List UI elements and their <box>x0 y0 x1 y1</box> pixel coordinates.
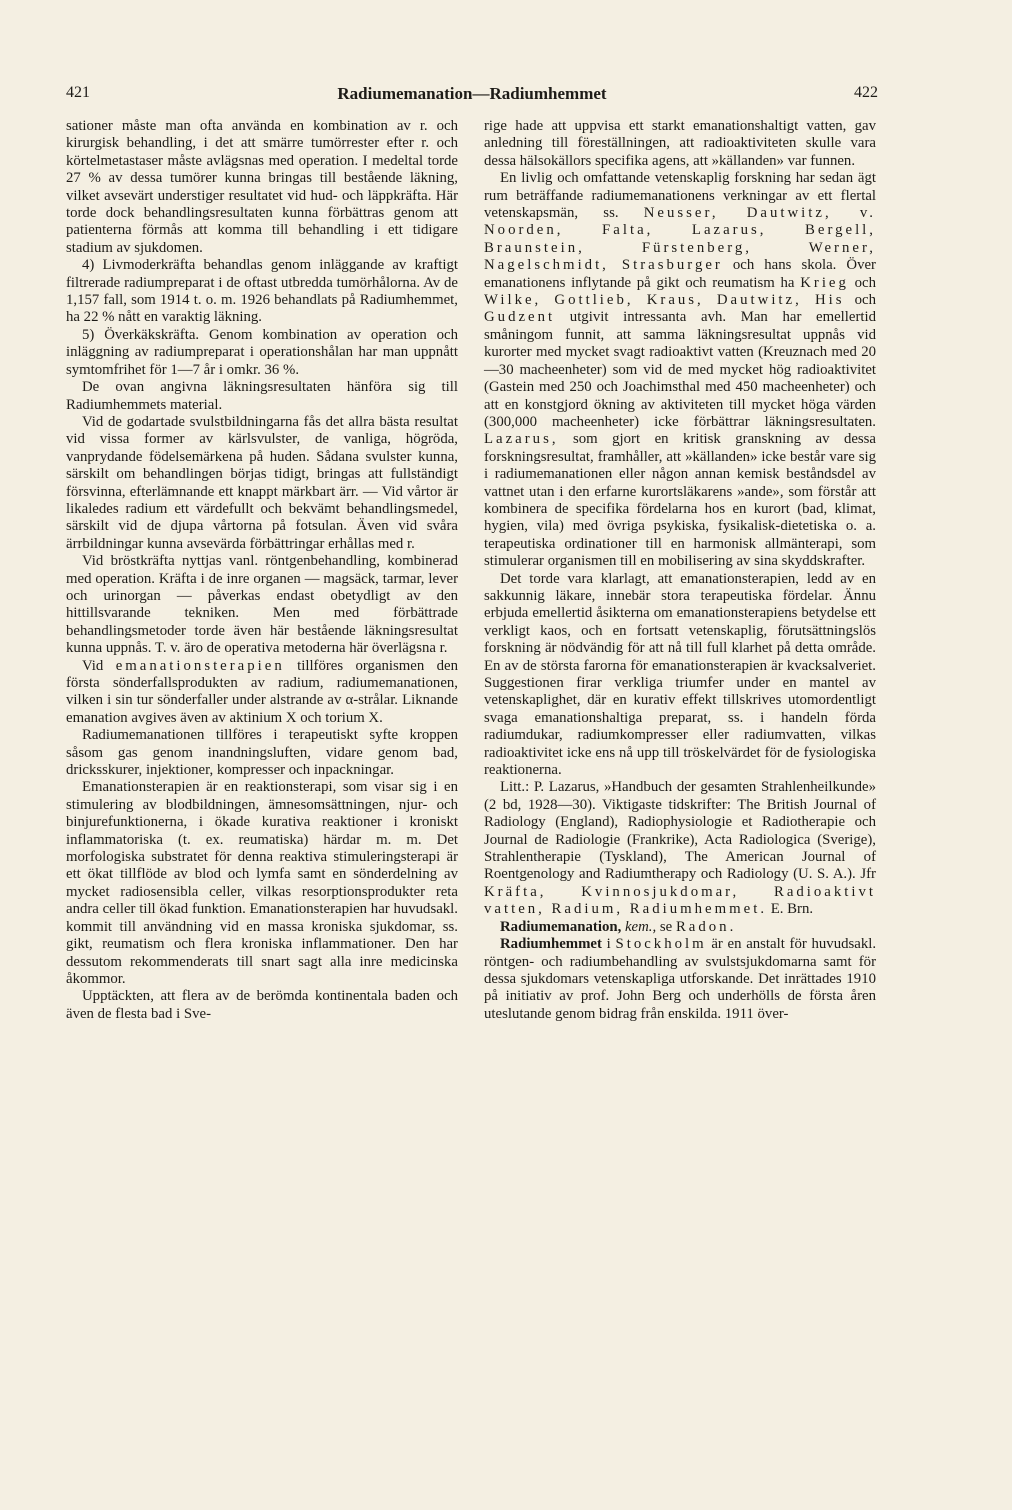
paragraph: 5) Överkäkskräfta. Genom kombination av operation och inläggning av radiumpreparat i operationshålan har man uppnått symtomfrihet för 1—7 år i omkr. 36 %. <box>66 326 458 378</box>
text-run: En livlig och omfattande vetenskaplig forskning har sedan ägt rum beträffande radiumemanationens verkningar av ett flertal vetenskapsmän, ss. <box>484 170 876 222</box>
paragraph: Upptäckten, att flera av de berömda kontinentala baden och även de flesta bad i Sve- <box>66 988 458 1022</box>
spaced-names: Lazarus, <box>484 431 559 448</box>
paragraph: Det torde vara klarlagt, att emanationsterapien, ledd av en sakkunnig läkare, innebär stora terapeutiska fördelar. Ännu erbjuda emellertid åsikterna om emanationsterapiens betydelse ett verkligt kaos, och en fortsatt vetenskaplig, förutsättningslös forskning är nödvändig för att nå till full klarhet på detta område. En av de största farorna för emanationsterapien är kvacksalveriet. Suggestionen firar verkliga triumfer under en mantel av vetenskaplighet, där en kurativ effekt tillskrives utomordentligt svaga emanationshaltiga preparat, ss. i handeln förda radiumdukar, radiumkompresser eller radiumvatten, vilkas radioaktivitet icke ens nå upp till tröskelvärdet för de fysiologiska reaktionerna. <box>484 570 876 779</box>
spaced-names: Wilke, Gottlieb, Kraus, Dautwitz, His <box>484 292 845 309</box>
paragraph: rige hade att uppvisa ett starkt emanationshaltigt vatten, gav anledning till föreställningen, att radioaktiviteten skulle vara dessa hälsokällors specifika agens, att »källanden» var funnen. <box>484 118 876 169</box>
text-run: Vid <box>82 657 104 674</box>
spaced-names: Krieg <box>800 274 849 291</box>
cross-references: Kräfta, Kvinnosjukdomar, Radioaktivt vatten, Radium, Radiumhemmet. <box>484 883 876 918</box>
spaced-place: Stockholm <box>615 936 707 953</box>
right-column <box>484 118 876 1023</box>
text-run: som gjort en kritisk granskning av dessa forskningsresultat, framhåller, att »källanden» icke består vare sig i radiumemanationen eller någon annan kemisk beståndsdel av vattnet utan i den erfarne kurortsläkarens »ande», som förstår att kombinera de specifika fördelarna hos en kurort (bad, klimat, hygien, vila) med övriga psykiska, fysikalisk-dietetiska o. a. terapeutiska ordinationer till en harmonisk allmänterapi, som stimulerar organismen till en mobilisering av sina skyddskrafter. <box>484 431 876 570</box>
text-run: och <box>854 292 877 309</box>
paragraph: Emanationsterapien är en reaktionsterapi, som visar sig i en stimulering av blodbildningen, ämnesomsättningen, njur- och binjurefunktionerna, i ökade kurativa reaktioner i kroniskt inflammatoriska (t. ex. reumatiska) härdar m. m. Det morfologiska substratet för denna reaktiva stimuleringsterapi är ett ökat tillflöde av blod och lymfa samt en sönderdelning av mycket radiosensibla celler, vilkas resorptionsprodukter reta andra celler till ökad funktion. Emanationsterapien har huvudsakl. kommit till användning vid en massa kroniska sjukdomar, ss. gikt, reumatism och flera kroniska inflammationer. Den har dessutom rekommenderats till snart sagt alla inre medicinska åkommor. <box>66 779 458 987</box>
page-header <box>66 84 878 108</box>
spaced-term: emanationsterapien <box>115 657 285 674</box>
text-run: är en anstalt för huvudsakl. röntgen- och radiumbehandling av svulstsjukdomarna samt för dessa sjukdomars vetenskapliga utforskande. Det inrättades 1910 på initiativ av prof. John Berg och underhölls de första åren uteslutande genom bidrag från enskilda. 1911 över- <box>484 936 877 1022</box>
page-number-left: 421 <box>66 84 90 101</box>
entry-radiumhemmet <box>484 936 876 1023</box>
paragraph: sationer måste man ofta använda en kombination av r. och kirurgisk behandling, i det att smärre tumörrester efter r. och körtelmetastaser måste avlägsnas med operation. I medeltal torde 27 % av dessa tumörer kunna bringas till bestående läkning, vilket avsevärt understiger resultatet vid hud- och läppkräfta. Här torde dock behandlingsresultaten kunna förbättras genom att patienterna förmås att komma till behandling i ett tidigare stadium av sjukdomen. <box>66 118 458 256</box>
paragraph: Radiumemanationen tillföres i terapeutiskt syfte kroppen såsom gas genom inandningsluften, vidare genom bad, dricksskurer, injektioner, kompresser och inpackningar. <box>66 727 458 779</box>
cross-reference: Radon. <box>675 918 737 935</box>
text-run: se <box>659 918 673 935</box>
paragraph <box>66 658 458 728</box>
entry-headword: Radiumhemmet <box>500 936 602 953</box>
text-run: Litt.: P. Lazarus, »Handbuch der gesamten Strahlenheilkunde» (2 bd, 1928—30). Viktigaste tidskrifter: The British Journal of Radiology (England), Radiophysiologie et Radiotherapie och Journal de Radiologie (Frankrike), Acta Radiologica (Sverige), Strahlentherapie (Tyskland), The American Journal of Roentgenology and Radiumtherapy och Radiology (U. S. A.). Jfr <box>484 779 876 883</box>
left-column <box>66 118 458 1023</box>
paragraph: De ovan angivna läkningsresultaten hänföra sig till Radiumhemmets material. <box>66 379 458 413</box>
text-run: i <box>606 936 611 953</box>
running-title: Radiumemanation—Radiumhemmet <box>337 84 607 103</box>
page-number-right: 422 <box>854 84 878 101</box>
paragraph <box>484 170 876 570</box>
text-run: utgivit intressanta avh. Man har emellertid småningom funnit, att samma läkningsresultat uppnås vid kurorter med mycket svagt radioaktivt vatten (Kreuznach med 20—30 macheenheter) som vid de med mycket hög radioaktivitet (Gastein med 250 och Joachimsthal med 450 macheenheter) och att en konstgjord ökning av aktiviteten till mycket höga värden (300,000 macheenheter) icke förbättrar läkningsresultaten. <box>484 309 876 430</box>
author-signature: E. Brn. <box>770 901 814 918</box>
spaced-names: Neusser, Dautwitz, v. Noorden, Falta, Lazarus, Bergell, Braunstein, Fürstenberg, Werner, Nagelschmidt, Strasburger <box>484 205 877 274</box>
spaced-names: Gudzent <box>484 309 556 326</box>
text-run: och hans skola. Över emanationens inflytande på gikt och reumatism ha <box>484 257 876 291</box>
text-run: och <box>854 274 877 291</box>
text-run: tillföres organismen den första sönderfallsprodukten av radium, radiumemanationen, vilken i sin tur sönderfaller under alstrande av α-strålar. Liknande emanation avgives även av aktinium X och torium X. <box>66 657 458 726</box>
entry-radiumemanation <box>484 919 876 936</box>
paragraph: 4) Livmoderkräfta behandlas genom inläggande av kraftigt filtrerade radiumpreparat i de oftast utbredda tumörhålorna. Av de 1,157 fall, som 1914 t. o. m. 1926 behandlats på Radiumhemmet, ha 22 % nått en varaktig läkning. <box>66 257 458 326</box>
text-run: kem., <box>624 918 657 935</box>
entry-headword: Radiumemanation, <box>500 918 622 935</box>
paragraph <box>484 779 876 918</box>
paragraph: Vid de godartade svulstbildningarna fås det allra bästa resultat vid vissa former av kärlsvulster, de vanliga, högröda, vanprydande födelsemärkena på huden. Sådana svulster kunna, särskilt om behandlingen börjas tidigt, bringas att fullständigt försvinna, efterlämnande ett knappt märkbart ärr. — Vid vårtor är likaledes radium ett värdefullt och bekvämt behandlingsmedel, särskilt vid de djupa vårtorna på fotsulan. Även vid svåra ärrbildningar kunna avsevärda förbättringar erhållas med r. <box>66 413 458 552</box>
paragraph: Vid bröstkräfta nyttjas vanl. röntgenbehandling, kombinerad med operation. Kräfta i de inre organen — magsäck, tarmar, lever och urinorgan — påverkas endast obetydligt av den hittillsvarande tekniken. Men med förbättrade behandlingsmetoder torde även här bestående läkningsresultat kunna uppnås. T. v. äro de operativa metoderna här överlägsna r. <box>66 553 458 657</box>
